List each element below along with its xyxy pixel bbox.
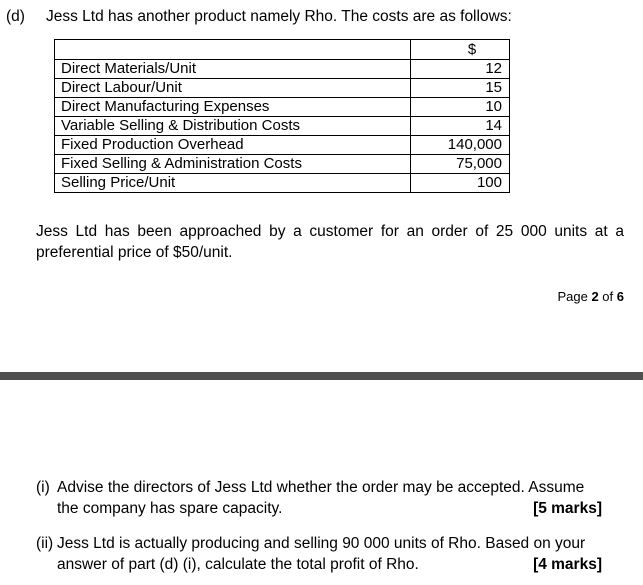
subquestion-line2: the company has spare capacity.: [57, 500, 283, 517]
subquestion-ii: [36, 533, 624, 575]
row-value: 140,000: [411, 136, 510, 155]
marks-label: [4 marks]: [533, 556, 602, 573]
page-current: 2: [591, 289, 599, 304]
row-value: 14: [411, 117, 510, 136]
table-row: [55, 174, 510, 193]
row-value: 75,000: [411, 155, 510, 174]
order-paragraph: Jess Ltd has been approached by a customer for an order of 25 000 units at a preferential price of $50/unit.: [36, 223, 624, 261]
table-row: [55, 117, 510, 136]
table-row: [55, 155, 510, 174]
question-heading: [6, 8, 512, 26]
row-item: Direct Materials/Unit: [55, 60, 411, 79]
subquestion-number: (i): [36, 479, 50, 496]
subquestion-line2-row: [57, 498, 624, 519]
subquestion-line1: Jess Ltd is actually producing and selling 90 000 units of Rho. Based on your: [57, 535, 586, 552]
row-value: 15: [411, 79, 510, 98]
cost-table: [54, 39, 510, 193]
row-item: Direct Labour/Unit: [55, 79, 411, 98]
row-item: Fixed Selling & Administration Costs: [55, 155, 411, 174]
table-row: [55, 60, 510, 79]
currency-header: $: [411, 40, 510, 60]
page-number: [557, 289, 624, 304]
page-total: 6: [616, 289, 624, 304]
table-header-blank: [55, 40, 411, 60]
row-item: Direct Manufacturing Expenses: [55, 98, 411, 117]
row-value: 10: [411, 98, 510, 117]
page-divider: [0, 372, 643, 380]
question-label: (d): [6, 8, 25, 25]
table-header-row: [55, 40, 510, 60]
page-of: of: [602, 289, 614, 304]
row-value: 100: [411, 174, 510, 193]
page-prefix: Page: [557, 289, 588, 304]
subquestion-line1: Advise the directors of Jess Ltd whether the order may be accepted. Assume: [57, 479, 585, 496]
subquestion-number: (ii): [36, 535, 54, 552]
table-row: [55, 98, 510, 117]
table-row: [55, 136, 510, 155]
row-value: 12: [411, 60, 510, 79]
table-row: [55, 79, 510, 98]
row-item: Variable Selling & Distribution Costs: [55, 117, 411, 136]
marks-label: [5 marks]: [533, 500, 602, 517]
subquestion-line2: answer of part (d) (i), calculate the total profit of Rho.: [57, 556, 419, 573]
subquestion-line2-row: [57, 554, 624, 575]
question-intro: Jess Ltd has another product namely Rho. The costs are as follows:: [46, 8, 512, 25]
row-item: Fixed Production Overhead: [55, 136, 411, 155]
subquestion-i: [36, 477, 624, 519]
row-item: Selling Price/Unit: [55, 174, 411, 193]
